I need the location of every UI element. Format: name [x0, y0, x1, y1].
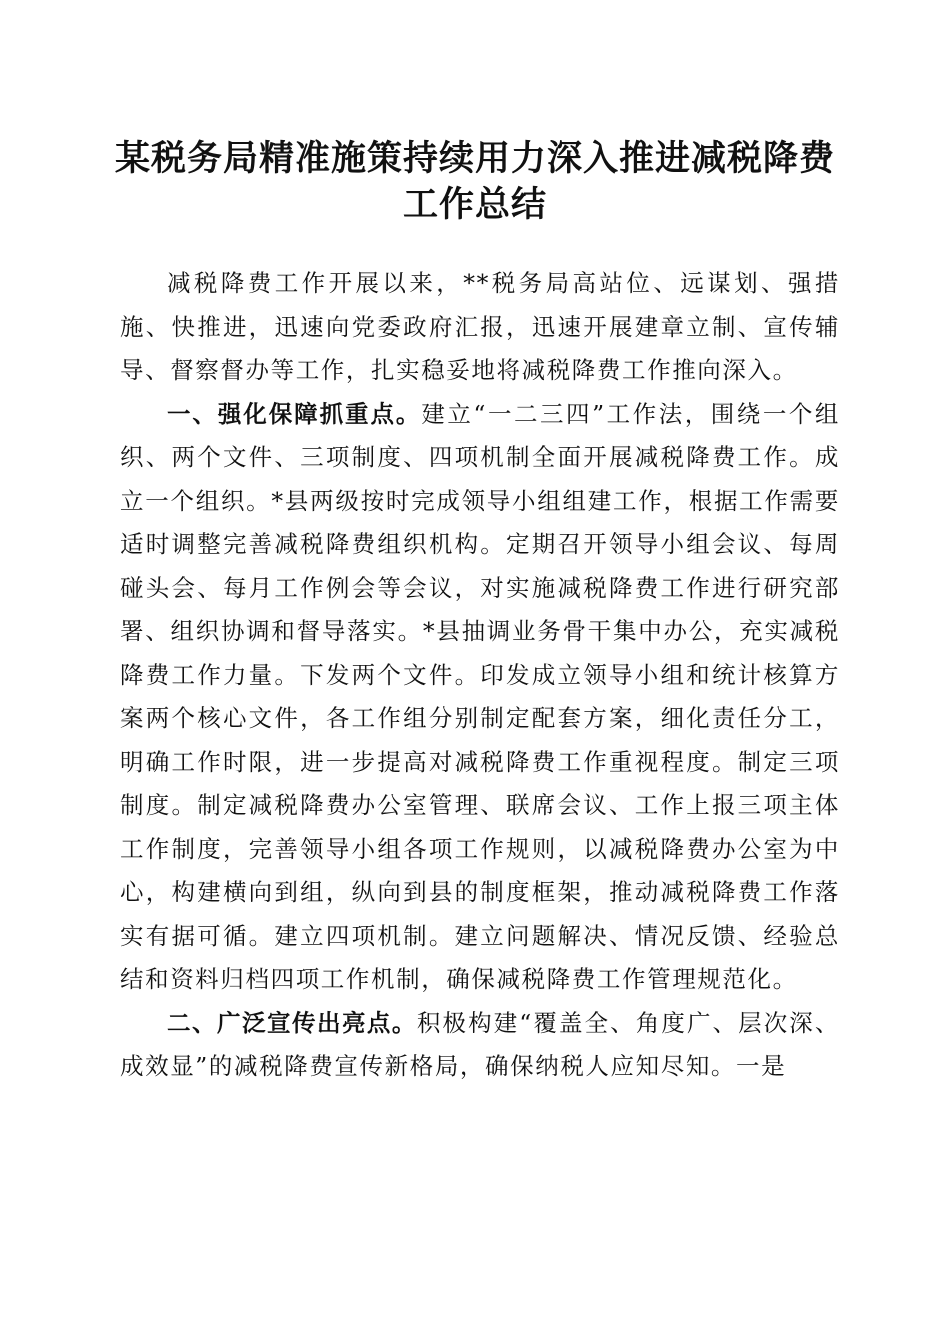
document-body — [120, 262, 840, 1089]
section-2-heading: 二、广泛宣传出亮点。 — [167, 1008, 417, 1037]
section-1-heading: 一、强化保障抓重点。 — [167, 399, 422, 428]
section-2-paragraph — [120, 1002, 840, 1089]
section-1-paragraph — [120, 393, 840, 1002]
section-1-text: 建立“一二三四”工作法，围绕一个组织、两个文件、三项制度、四项机制全面开展减税降费工作。成立一个组织。*县两级按时完成领导小组组建工作，根据工作需要适时调整完善减税降费组织机构。定期召开领导小组会议、每周碰头会、每月工作例会等会议，对实施减税降费工作进行研究部署、组织协调和督导落实。*县抽调业务骨干集中办公，充实减税降费工作力量。下发两个文件。印发成立领导小组和统计核算方案两个核心文件，各工作组分别制定配套方案，细化责任分工，明确工作时限，进一步提高对减税降费工作重视程度。制定三项制度。制定减税降费办公室管理、联席会议、工作上报三项主体工作制度，完善领导小组各项工作规则，以减税降费办公室为中心，构建横向到组，纵向到县的制度框架，推动减税降费工作落实有据可循。建立四项机制。建立问题解决、情况反馈、经验总结和资料归档四项工作机制，确保减税降费工作管理规范化。 — [120, 399, 841, 993]
intro-paragraph: 减税降费工作开展以来，**税务局高站位、远谋划、强措施、快推进，迅速向党委政府汇报，迅速开展建章立制、宣传辅导、督察督办等工作，扎实稳妥地将减税降费工作推向深入。 — [120, 269, 840, 384]
title-line-2: 工作总结 — [402, 184, 547, 225]
section-2-text: 积极构建“覆盖全、角度广、层次深、成效显”的减税降费宣传新格局，确保纳税人应知尽知。一是 — [120, 1008, 841, 1080]
document-title — [100, 136, 850, 228]
title-line-1: 某税务局精准施策持续用力深入推进减税降费 — [114, 138, 835, 179]
